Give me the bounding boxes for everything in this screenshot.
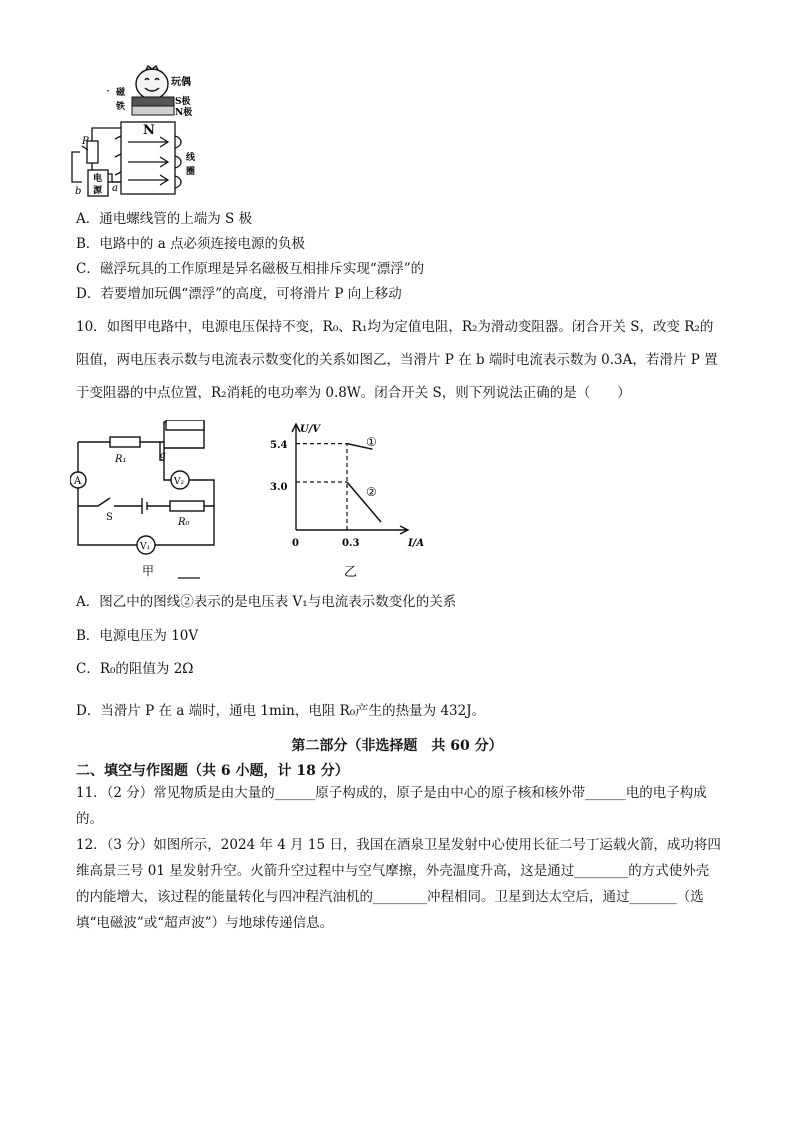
- y-axis-label: U/V: [300, 424, 321, 435]
- q12-line-1: 12．（3 分）如图所示，2024 年 4 月 15 日，我国在酒泉卫星发射中心使用长征二号丁运载火箭，成功将四: [76, 837, 721, 853]
- core-mark: N: [143, 123, 155, 138]
- s-pole-label: S极: [175, 97, 191, 107]
- q10-stem-line-2: 阻值，两电压表示数与电流表示数变化的关系如图乙，当滑片 P 在 b 端时电流表示数为 0.3A，若滑片 P 置: [76, 352, 718, 368]
- v2-label: V₂: [174, 477, 185, 487]
- q11-line-2: 的。: [76, 811, 103, 827]
- q12-line-2: 维高景三号 01 星发射升空。火箭升空过程中与空气摩擦，外壳温度升高，这是通过________的方式使外壳: [76, 863, 710, 879]
- q11-line-1: 11．（2 分）常见物质是由大量的______原子构成的，原子是由中心的原子核和核外带______电的电子构成: [76, 785, 707, 801]
- point-b-label: b: [75, 186, 82, 197]
- toy-figure: [136, 66, 168, 99]
- ammeter-label: A: [74, 476, 82, 487]
- slider-label: P: [82, 136, 89, 147]
- r1-label: R₁: [115, 454, 127, 465]
- magnet-label-2: 铁: [116, 102, 126, 112]
- circuit-caption: 甲: [142, 564, 155, 578]
- resistor-r0: [170, 501, 204, 511]
- q10-option-c: C．R₀的阻值为 2Ω: [76, 661, 194, 677]
- y-tick-5-4: 5.4: [270, 440, 288, 451]
- coil-label-1: 线: [186, 153, 196, 163]
- series-1-label: ①: [366, 435, 377, 449]
- q10-option-d: D．当滑片 P 在 a 端时，通电 1min，电阻 R₀产生的热量为 432J。: [76, 703, 486, 719]
- q9-option-c: C．磁浮玩具的工作原理是异名磁极互相排斥实现“漂浮”的: [76, 261, 425, 277]
- q10-stem-line-1: 10．如图甲电路中，电源电压保持不变，R₀、R₁均为定值电阻，R₂为滑动变阻器。闭合开关 S，改变 R₂的: [76, 319, 714, 335]
- chart-caption: 乙: [344, 565, 358, 580]
- resistor-r1: [110, 437, 140, 447]
- point-a-label: a: [160, 450, 166, 461]
- bullet-mark: ·: [106, 84, 110, 98]
- y-tick-3-0: 3.0: [270, 482, 288, 493]
- u-i-chart: [258, 418, 438, 580]
- x-tick-0-3: 0.3: [342, 538, 360, 549]
- v1-label: V₁: [140, 542, 151, 552]
- magnet-n-layer: [132, 106, 174, 115]
- source-label-1: 电: [93, 174, 103, 184]
- q10-stem-line-3: 于变阻器的中点位置，R₂消耗的电功率为 0.8W。闭合开关 S，则下列说法正确的是（ ）: [76, 385, 631, 401]
- q10-option-b: B．电源电压为 10V: [76, 628, 199, 644]
- switch-label: S: [106, 512, 113, 523]
- q9-option-d: D．若要增加玩偶“漂浮”的高度，可将滑片 P 向上移动: [76, 286, 402, 302]
- q10-option-a: A．图乙中的图线②表示的是电压表 V₁与电流表示数变化的关系: [76, 594, 457, 610]
- x-tick-0: 0: [292, 538, 299, 549]
- q12-line-3: 的内能增大，该过程的能量转化与四冲程汽油机的________冲程相同。卫星到达太空后，通过_______（选: [76, 889, 704, 905]
- series-2-label: ②: [366, 485, 377, 499]
- q9-option-a: A．通电螺线管的上端为 S 极: [76, 211, 253, 227]
- part-two-title: 第二部分（非选择题 共 60 分）: [291, 738, 503, 754]
- section-two-heading: 二、填空与作图题（共 6 小题，计 18 分）: [76, 763, 349, 779]
- magnet-s-layer: [132, 97, 174, 106]
- levitation-toy-figure: [68, 64, 218, 200]
- point-a-label: a: [112, 183, 118, 194]
- toy-label: 玩偶: [171, 77, 191, 88]
- x-axis-label: I/A: [408, 538, 425, 549]
- magnet-label-1: 磁: [116, 88, 126, 98]
- circuit-diagram: [70, 420, 230, 582]
- q12-line-4: 填“电磁波”或“超声波”）与地球传递信息。: [76, 915, 334, 931]
- chart-axes: [292, 424, 408, 534]
- source-label-2: 源: [93, 186, 103, 196]
- rheostat-r2: [166, 420, 204, 430]
- r0-label: R₀: [178, 517, 190, 528]
- n-pole-label: N极: [175, 108, 193, 118]
- coil-label-2: 圈: [186, 167, 196, 177]
- q9-option-b: B．电路中的 a 点必须连接电源的负极: [76, 236, 306, 252]
